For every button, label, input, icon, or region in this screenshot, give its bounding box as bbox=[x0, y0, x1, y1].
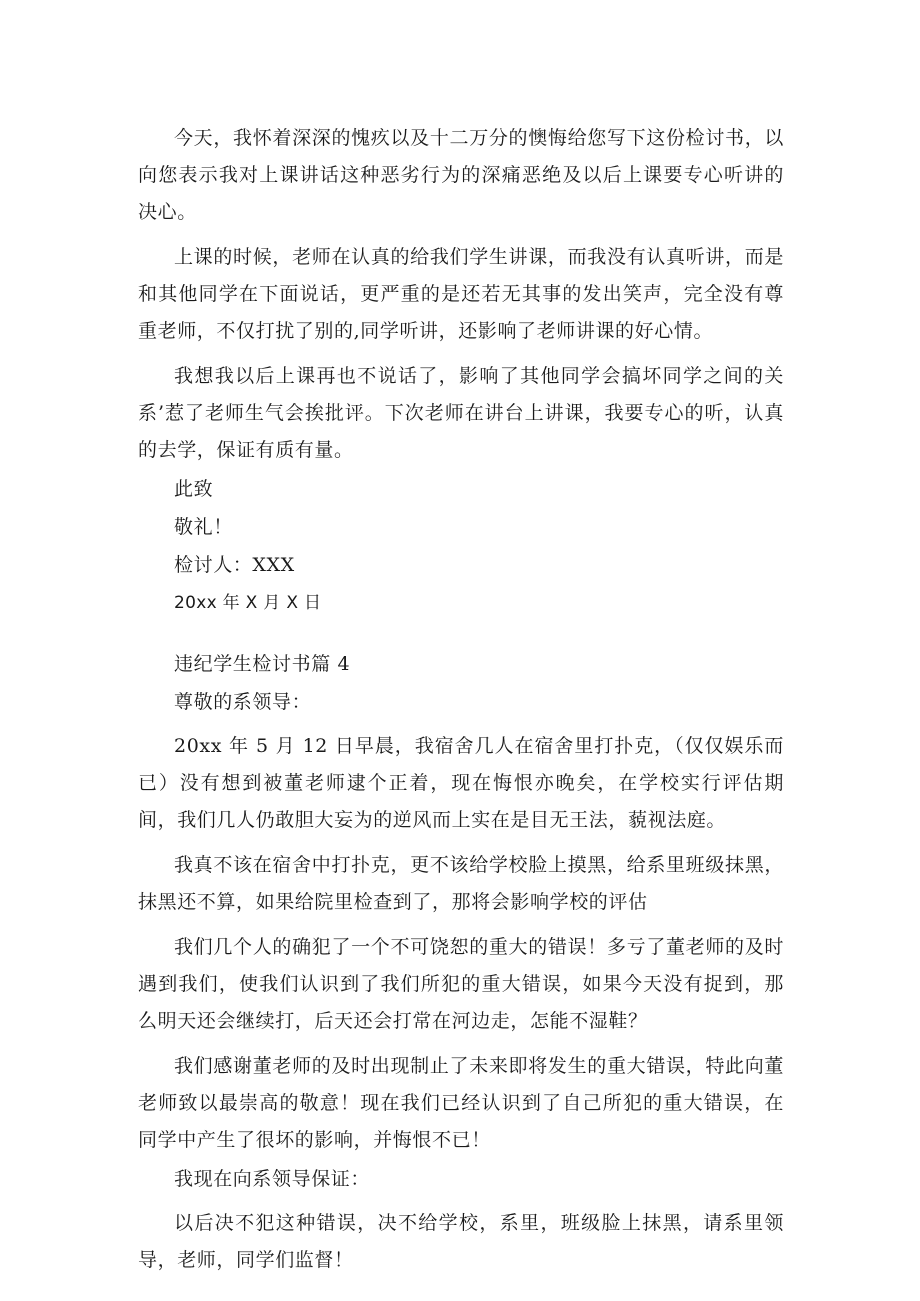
paragraph: 我现在向系领导保证： bbox=[174, 1168, 371, 1190]
date-line: 20xx 年 X 月 X 日 bbox=[174, 593, 322, 613]
paragraph: 今天，我怀着深深的愧疚以及十二万分的懊悔给您写下这份检讨书，以向您表示我对上课讲话这种恶劣行为的深痛恶绝及以后上课要专心听讲的决心。 bbox=[138, 127, 784, 223]
paragraph: 以后决不犯这种错误，决不给学校，系里，班级脸上抹黑，请系里领导，老师，同学们监督！ bbox=[138, 1212, 784, 1271]
section-title: 违纪学生检讨书篇 4 bbox=[174, 653, 351, 675]
paragraph: 我们几个人的确犯了一个不可饶恕的重大的错误！多亏了董老师的及时遇到我们，使我们认识到了我们所犯的重大错误，如果今天没有捉到，那么明天还会继续打，后天还会打常在河边走，怎能不湿鞋？ bbox=[138, 936, 784, 1032]
paragraph: 上课的时候，老师在认真的给我们学生讲课，而我没有认真听讲，而是和其他同学在下面说话，更严重的是还若无其事的发出笑声，完全没有尊重老师，不仅打扰了别的,同学听讲，还影响了老师讲课的好心情。 bbox=[138, 246, 784, 342]
paragraph: 20xx 年 5 月 12 日早晨，我宿舍几人在宿舍里打扑克，（仅仅娱乐而已）没有想到被董老师逮个正着，现在悔恨亦晚矣，在学校实行评估期间，我们几人仍敢胆大妄为的逆风而上实在是目无王法，藐视法庭。 bbox=[138, 735, 784, 831]
closing-line: 此致 bbox=[174, 478, 214, 500]
salutation: 尊敬的系领导： bbox=[174, 691, 312, 713]
paragraph: 我想我以后上课再也不说话了，影响了其他同学会搞坏同学之间的关系’惹了老师生气会挨批评。下次老师在讲台上讲课，我要专心的听，认真的去学，保证有质有量。 bbox=[138, 365, 784, 461]
document-body bbox=[138, 120, 784, 1287]
paragraph: 我们感谢董老师的及时出现制止了未来即将发生的重大错误，特此向董老师致以最崇高的敬意！现在我们已经认识到了自己所犯的重大错误，在同学中产生了很坏的影响，并悔恨不已！ bbox=[138, 1055, 784, 1151]
signer-line: 检讨人：XXX bbox=[174, 554, 295, 576]
paragraph: 我真不该在宿舍中打扑克，更不该给学校脸上摸黑，给系里班级抹黑，抹黑还不算，如果给院里检查到了，那将会影响学校的评估 bbox=[138, 854, 784, 913]
closing-line: 敬礼！ bbox=[174, 516, 233, 538]
